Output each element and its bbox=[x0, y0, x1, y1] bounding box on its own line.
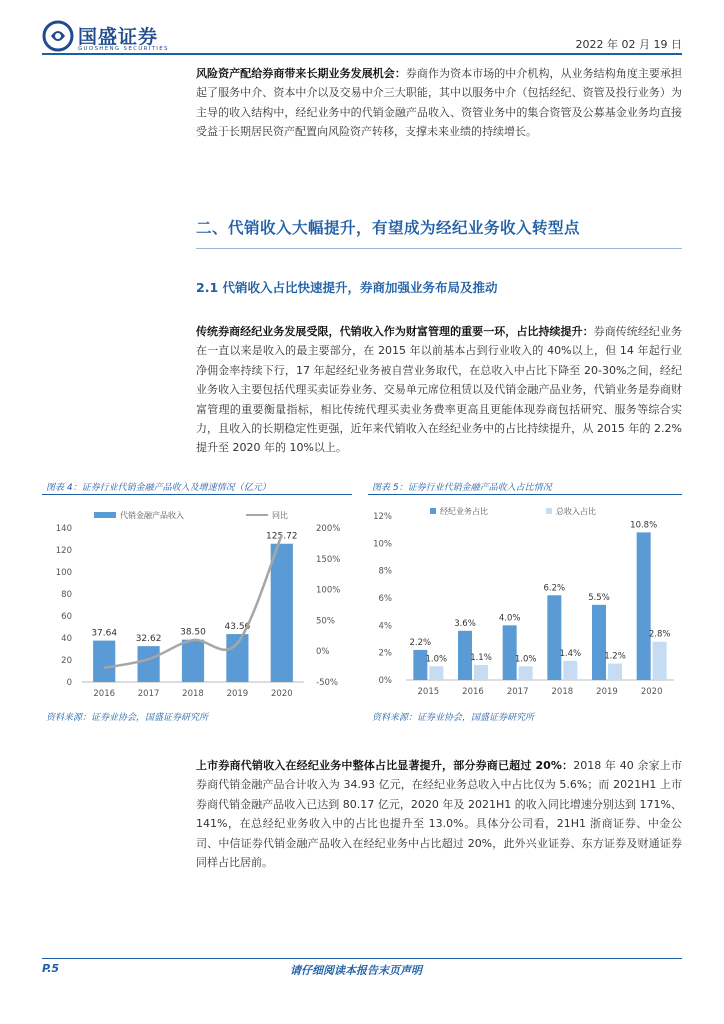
figure4-rule bbox=[42, 494, 352, 495]
revenue-bar bbox=[182, 640, 204, 682]
brokerage-share-bar bbox=[592, 605, 606, 680]
y-axis-tick-label: 10% bbox=[373, 539, 392, 550]
total-share-data-label: 1.0% bbox=[425, 654, 448, 665]
total-share-bar bbox=[653, 642, 667, 680]
revenue-bar bbox=[271, 544, 293, 682]
x-axis-tick-label: 2019 bbox=[226, 689, 249, 699]
figure4-caption: 图表 4：证券行业代销金融产品收入及增速情况（亿元） bbox=[46, 483, 271, 493]
total-share-bar bbox=[608, 664, 622, 680]
x-axis-tick-label: 2020 bbox=[270, 689, 293, 699]
brokerage-share-data-label: 2.2% bbox=[409, 637, 432, 648]
figure5-source: 资料来源：证券业协会，国盛证券研究所 bbox=[372, 713, 535, 723]
brokerage-share-data-label: 10.8% bbox=[630, 520, 658, 531]
total-share-data-label: 1.0% bbox=[514, 654, 537, 665]
logo-name: 国盛证券 bbox=[78, 26, 159, 48]
y-axis-tick-label: 140 bbox=[55, 524, 72, 534]
paragraph-lead: 风险资产配给券商带来长期业务发展机会： bbox=[196, 67, 406, 80]
y2-axis-tick-label: -50% bbox=[316, 678, 338, 688]
x-axis-tick-label: 2016 bbox=[93, 689, 116, 699]
company-logo bbox=[42, 20, 192, 56]
x-axis-tick-label: 2019 bbox=[596, 687, 618, 697]
logo-emblem-icon bbox=[42, 20, 74, 52]
x-axis-tick-label: 2017 bbox=[137, 689, 160, 699]
footer-divider bbox=[42, 958, 682, 959]
x-axis-tick-label: 2020 bbox=[640, 687, 663, 697]
page-number: P.5 bbox=[42, 962, 60, 975]
y-axis-tick-label: 0 bbox=[66, 678, 72, 688]
y-axis-tick-label: 60 bbox=[61, 612, 72, 622]
revenue-data-label: 38.50 bbox=[180, 627, 206, 638]
revenue-bar bbox=[93, 641, 115, 682]
revenue-bar bbox=[138, 646, 160, 682]
total-share-data-label: 1.1% bbox=[470, 652, 492, 663]
report-date: 2022 年 02 月 19 日 bbox=[575, 38, 682, 51]
figure4-chart bbox=[42, 500, 352, 705]
brokerage-share-data-label: 3.6% bbox=[454, 618, 476, 629]
y2-axis-tick-label: 150% bbox=[316, 554, 341, 565]
y-axis-tick-label: 4% bbox=[378, 621, 392, 632]
paragraph-lead: 上市券商代销收入在经纪业务中整体占比显著提升，部分券商已超过 20%： bbox=[196, 759, 574, 772]
total-share-bar bbox=[563, 661, 577, 680]
figure5-chart bbox=[368, 500, 682, 705]
figure5-caption: 图表 5：证券行业代销金融产品收入占比情况 bbox=[372, 483, 552, 493]
brokerage-share-data-label: 5.5% bbox=[588, 592, 610, 603]
legend-swatch-brokerage-share bbox=[430, 508, 436, 514]
legend-label-brokerage-share: 经纪业务占比 bbox=[440, 507, 488, 516]
y-axis-tick-label: 20 bbox=[61, 656, 72, 666]
y-axis-tick-label: 6% bbox=[378, 594, 392, 604]
paragraph-risk-assets bbox=[196, 64, 682, 142]
brokerage-share-bar bbox=[503, 625, 517, 680]
brokerage-share-bar bbox=[547, 595, 561, 680]
total-share-bar bbox=[519, 666, 533, 680]
legend-label-total-share: 总收入占比 bbox=[556, 507, 596, 516]
y-axis-tick-label: 2% bbox=[378, 648, 392, 659]
y-axis-tick-label: 80 bbox=[61, 590, 72, 600]
paragraph-body: 2018 年 40 余家上市券商代销金融产品合计收入为 34.93 亿元，在经纪业务总收入中占比仅为 5.6%；而 2021H1 上市券商代销金融产品收入已达到 80.17 亿元，2020 年及 2021H1 的收入同比增速分别达到 171%、141%，在总经纪业务收入中的占比也提升至 13.0%。具体分公司看，21H1 浙商证券、中金公司、中信证券代销金融产品收入在经纪业务中占比超过 20%，此外兴业证券、东方证券及财通证券同样占比居前。 bbox=[196, 759, 682, 870]
x-axis-tick-label: 2016 bbox=[462, 687, 484, 697]
subsection-title: 2.1 代销收入占比快速提升，券商加强业务布局及推动 bbox=[196, 280, 498, 295]
legend-label-yoy: 同比 bbox=[272, 511, 288, 520]
paragraph-listed-brokers bbox=[196, 756, 682, 872]
y2-axis-tick-label: 0% bbox=[316, 647, 330, 658]
x-axis-tick-label: 2018 bbox=[551, 687, 574, 697]
total-share-bar bbox=[429, 666, 443, 680]
paragraph-brokerage bbox=[196, 322, 682, 458]
total-share-bar bbox=[474, 665, 488, 680]
section-title: 二、代销收入大幅提升，有望成为经纪业务收入转型点 bbox=[196, 219, 581, 237]
paragraph-body: 券商作为资本市场的中介机构，从业务结构角度主要承担起了服务中介、资本中介以及交易中介三大职能，其中以服务中介（包括经纪、资管及投行业务）为主导的收入结构中，经纪业务中的代销金融产品收入、资管业务中的集合资管及公募基金业务均直接受益于长期居民资产配置向风险资产转移，支撑未来业绩的持续增长。 bbox=[196, 67, 683, 139]
x-axis-tick-label: 2018 bbox=[182, 689, 204, 699]
brokerage-share-data-label: 6.2% bbox=[543, 583, 566, 594]
legend-swatch-revenue bbox=[94, 512, 116, 518]
brokerage-share-bar bbox=[637, 532, 651, 680]
y2-axis-tick-label: 100% bbox=[316, 585, 341, 596]
paragraph-lead: 传统券商经纪业务发展受限，代销收入作为财富管理的重要一环，占比持续提升： bbox=[196, 325, 594, 338]
revenue-data-label: 125.72 bbox=[266, 531, 298, 542]
legend-swatch-total-share bbox=[546, 508, 552, 514]
disclaimer-note: 请仔细阅读本报告末页声明 bbox=[290, 964, 422, 977]
y-axis-tick-label: 8% bbox=[378, 566, 392, 577]
revenue-data-label: 32.62 bbox=[135, 634, 162, 645]
paragraph-body: 券商传统经纪业务在一直以来是收入的最主要部分，在 2015 年以前基本占到行业收入的 40%以上，但 14 年起行业净佣金率持续下行，17 年起经纪业务被自营业务取代，在总收入中占比下降至 20-30%之间，经纪业务收入主要包括代理买卖证券业务、交易单元席位租赁以及代销金融产品业务，代销业务是券商财富管理的重要衡量指标，相比传统代理买卖业务费率更高且更能体现券商包括研究、服务等综合实力，且收入的长期稳定性更强，近年来代销收入在经纪业务中的占比持续提升，从 2015 年的 2.2%提升至 2020 年的 10%以上。 bbox=[196, 325, 682, 455]
figure4-source: 资料来源：证券业协会，国盛证券研究所 bbox=[46, 713, 209, 723]
y2-axis-tick-label: 50% bbox=[316, 616, 335, 627]
section-divider bbox=[196, 248, 682, 249]
total-share-data-label: 2.8% bbox=[648, 629, 671, 640]
logo-english-name: GUOSHENG SECURITIES bbox=[78, 46, 169, 52]
y-axis-tick-label: 100 bbox=[55, 568, 72, 578]
revenue-data-label: 37.64 bbox=[91, 628, 118, 639]
total-share-data-label: 1.4% bbox=[559, 648, 582, 659]
y-axis-tick-label: 40 bbox=[61, 634, 72, 644]
figure5-rule bbox=[368, 494, 682, 495]
y-axis-tick-label: 120 bbox=[55, 546, 72, 556]
header-divider bbox=[42, 53, 682, 55]
legend-label-revenue: 代销金融产品收入 bbox=[120, 511, 184, 520]
y-axis-tick-label: 0% bbox=[378, 676, 392, 686]
brokerage-share-data-label: 4.0% bbox=[498, 613, 521, 624]
x-axis-tick-label: 2015 bbox=[417, 687, 440, 697]
y-axis-tick-label: 12% bbox=[373, 512, 392, 522]
y2-axis-tick-label: 200% bbox=[316, 524, 341, 534]
total-share-data-label: 1.2% bbox=[604, 651, 626, 662]
revenue-data-label: 43.56 bbox=[224, 622, 251, 633]
x-axis-tick-label: 2017 bbox=[506, 687, 529, 697]
